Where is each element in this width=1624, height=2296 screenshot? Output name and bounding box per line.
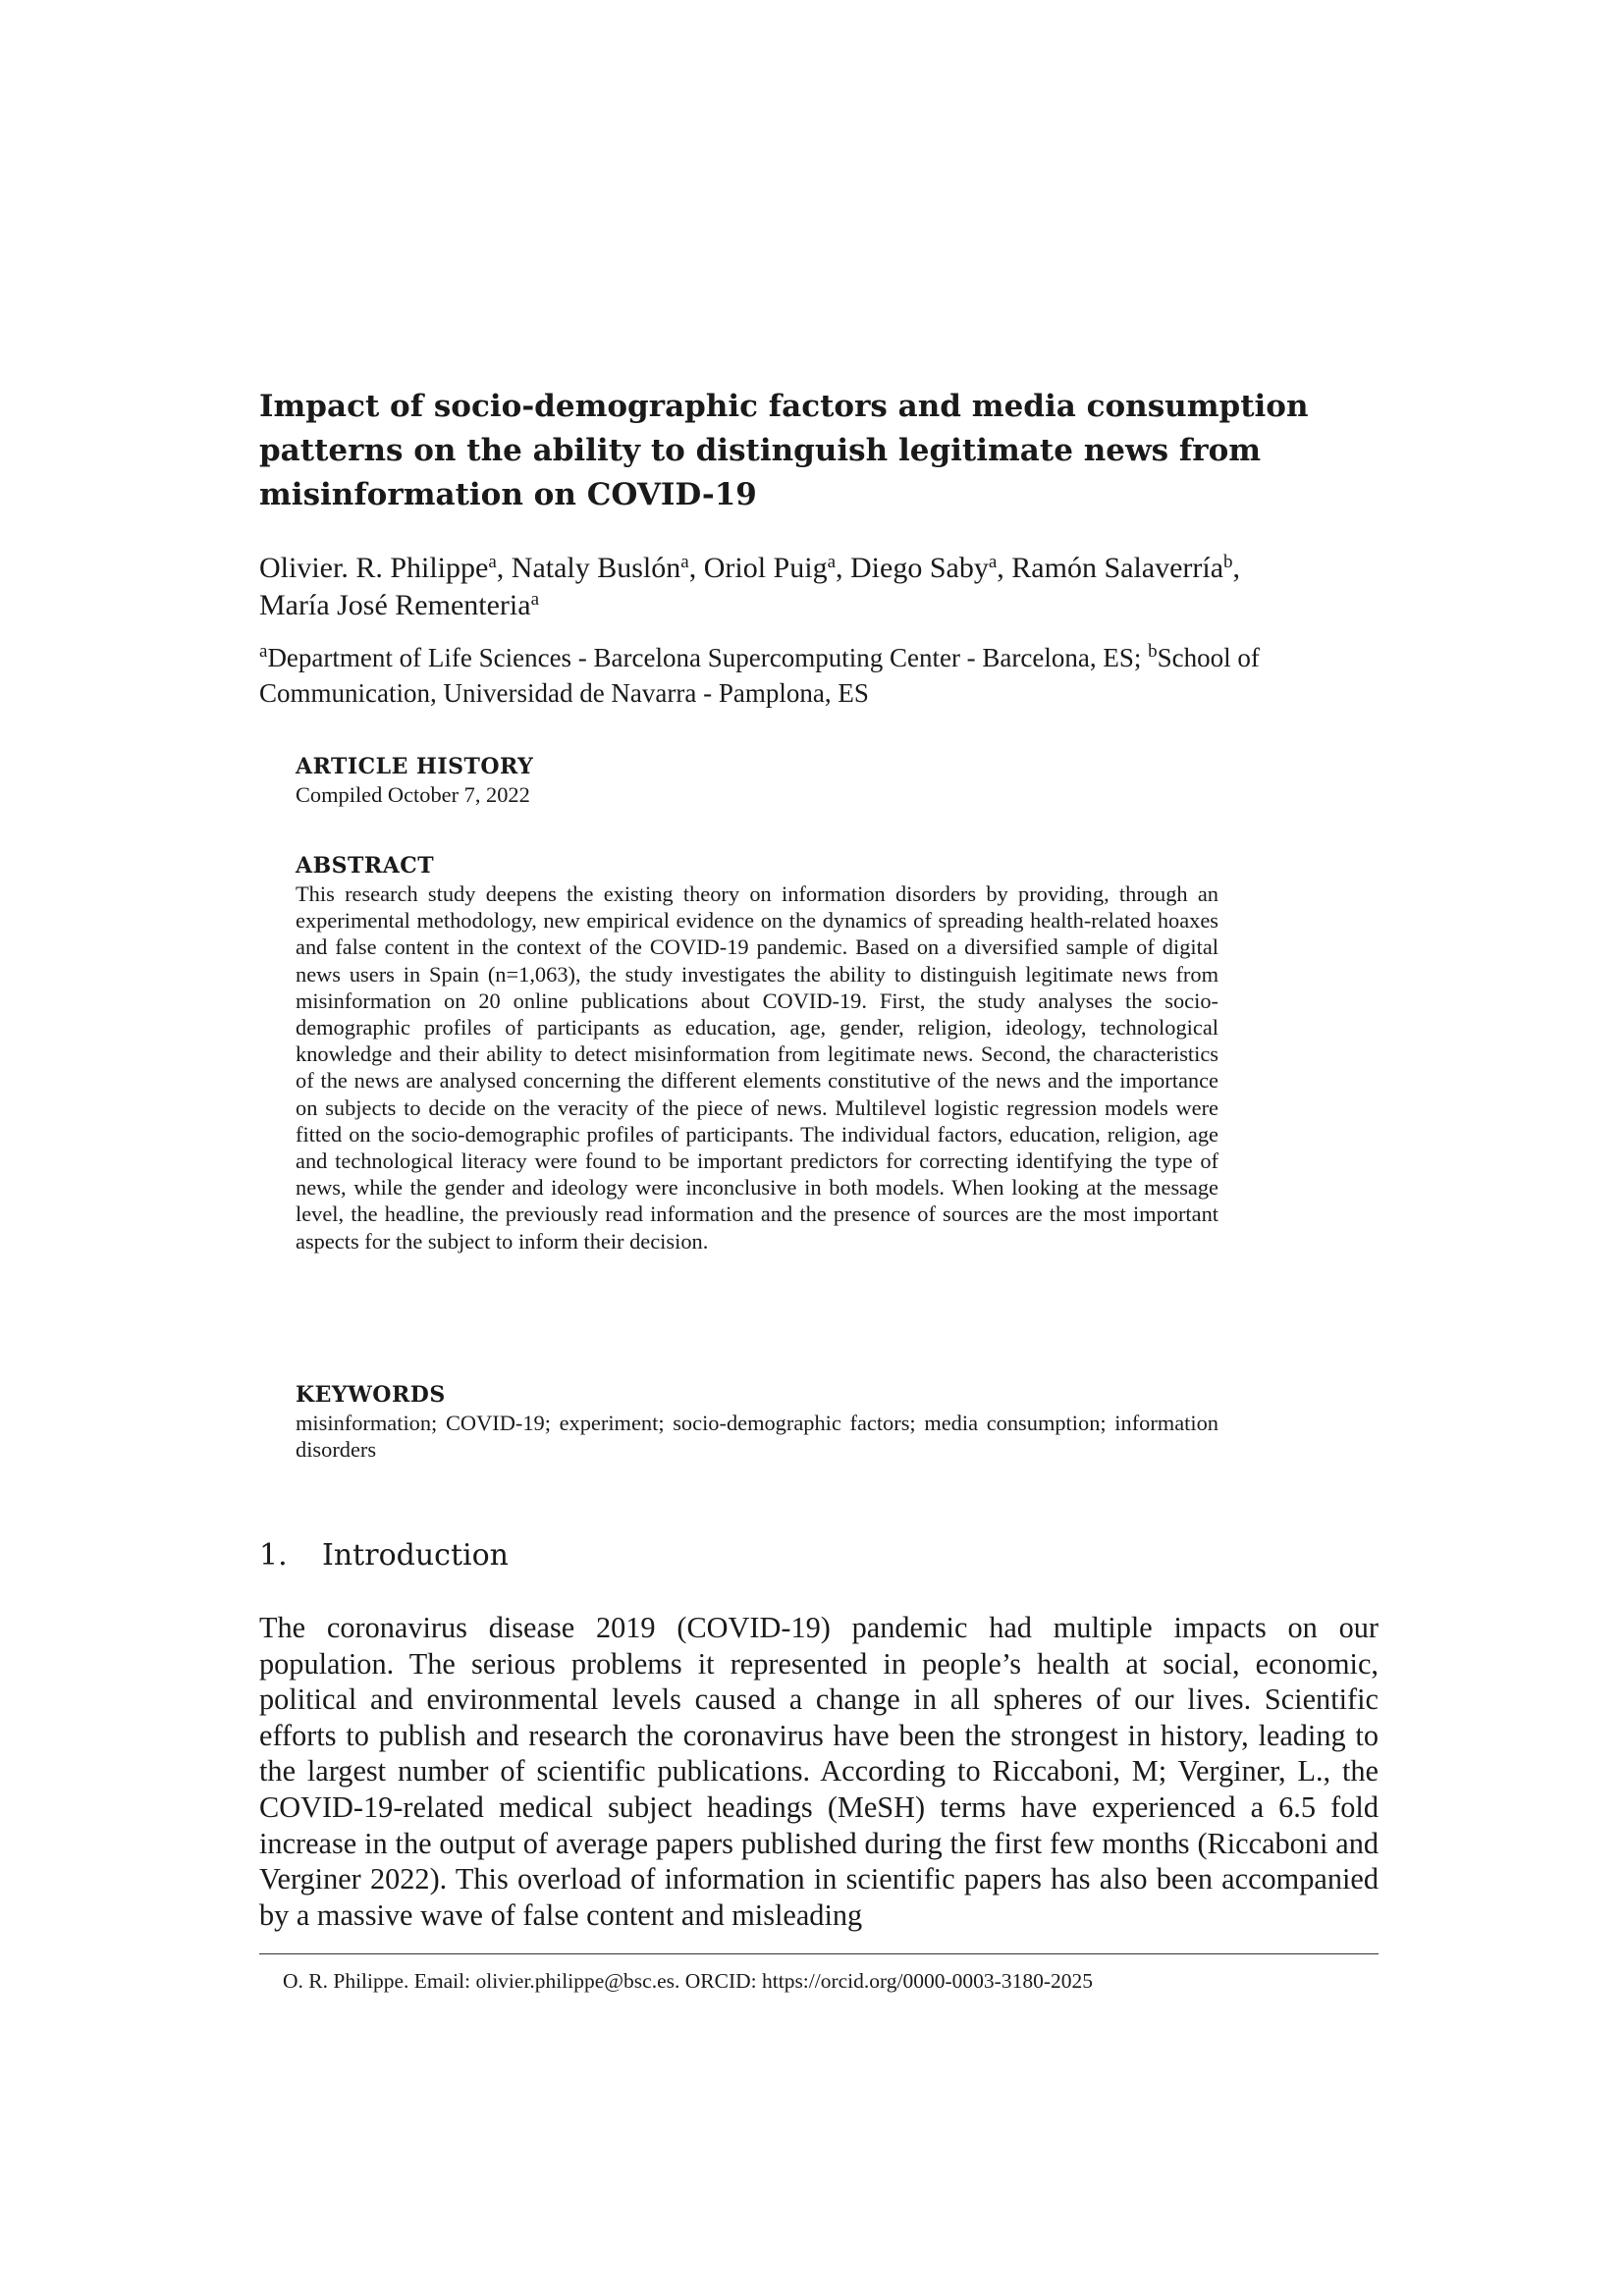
affiliation-mark: a [827, 552, 837, 572]
abstract-text: This research study deepens the existing theory on information disorders by providing, through an experimental methodology, new empirical evidence on the dynamics of spreading health-related hoaxes and false content in the context of the COVID-19 pandemic. Based on a diversified sample of digital news users in Spain (n=1,063), the study investigates the ability to distinguish legitimate news from misinformation on 20 online publications about COVID-19. First, the study analyses the socio-demographic profiles of participants as education, age, gender, religion, ideology, technological knowledge and their ability to detect misinformation from legitimate news. Second, the characteristics of the news are analysed concerning the different elements constitutive of the news and the importance on subjects to decide on the veracity of the piece of news. Multilevel logistic regression models were fitted on the socio-demographic profiles of participants. The individual factors, education, religion, age and technological literacy were found to be important predictors for correcting identifying the type of news, while the gender and ideology were inconclusive in both models. When looking at the message level, the headline, the previously read information and the presence of sources are the most important aspects for the subject to inform their decision. [296, 881, 1218, 1254]
paper-title: Impact of socio-demographic factors and media consumption patterns on the ability to distinguish legitimate news from misinformation on COVID-19 [259, 389, 1309, 512]
author-name: María José Rementeria [259, 589, 531, 621]
compiled-date: Compiled October 7, 2022 [296, 782, 530, 807]
affiliation-mark-a: a [259, 641, 268, 662]
affiliation-a: Department of Life Sciences - Barcelona Supercomputing Center - Barcelona, ES; [267, 643, 1142, 672]
author-name: Ramón Salaverría [1011, 552, 1224, 584]
article-history-heading: ARTICLE HISTORY [296, 754, 534, 779]
affiliations [259, 640, 1388, 711]
section-title: Introduction [322, 1538, 509, 1573]
article-history [296, 752, 1218, 808]
author-name: Oriol Puig [703, 552, 828, 584]
section-number: 1. [259, 1538, 288, 1573]
affiliation-b: School of Communication, Universidad de Navarra - Pamplona, ES [259, 643, 1260, 708]
footnote: O. R. Philippe. Email: olivier.philippe@bsc.es. ORCID: https://orcid.org/0000-0003-3180-2025 [283, 1969, 1093, 1993]
keywords [296, 1380, 1218, 1463]
author-name: Olivier. R. Philippe [259, 552, 489, 584]
keywords-text: misinformation; COVID-19; experiment; socio-demographic factors; media consumption; information disorders [296, 1411, 1218, 1463]
author-name: Diego Saby [850, 552, 989, 584]
abstract-heading: ABSTRACT [296, 853, 435, 879]
author-list: Olivier. R. Philippe$^a$, Nataly Buslón$^a$, Oriol Puig$^a$, Diego Saby$^a$, Ramón Salaverría$^b$, María José Rementeria$^a$ [259, 552, 1241, 621]
affiliation-mark-b: b [1148, 641, 1158, 662]
keywords-heading: KEYWORDS [296, 1382, 446, 1408]
affiliation-mark: a [680, 552, 689, 572]
introduction-paragraph: The coronavirus disease 2019 (COVID-19) pandemic had multiple impacts on our population. The serious problems it represented in people’s health at social, economic, political and environmental levels caused a change in all spheres of our lives. Scientific efforts to publish and research the coronavirus have been the strongest in history, leading to the largest number of scientific publications. According to Riccaboni, M; Verginer, L., the COVID-19-related medical subject headings (MeSH) terms have experienced a 6.5 fold increase in the output of average papers published during the first few months (Riccaboni and Verginer 2022). This overload of information in scientific papers has also been accompanied by a massive wave of false content and misleading [259, 1611, 1379, 1932]
affiliation-mark: b [1223, 552, 1233, 572]
abstract [296, 851, 1218, 1255]
affiliation-mark: a [988, 552, 998, 572]
affiliation-mark: a [530, 589, 539, 610]
section-heading-introduction [259, 1536, 509, 1575]
author-name: Nataly Buslón [511, 552, 681, 584]
footnote-rule [259, 1953, 1379, 1954]
affiliation-mark: a [488, 552, 497, 572]
